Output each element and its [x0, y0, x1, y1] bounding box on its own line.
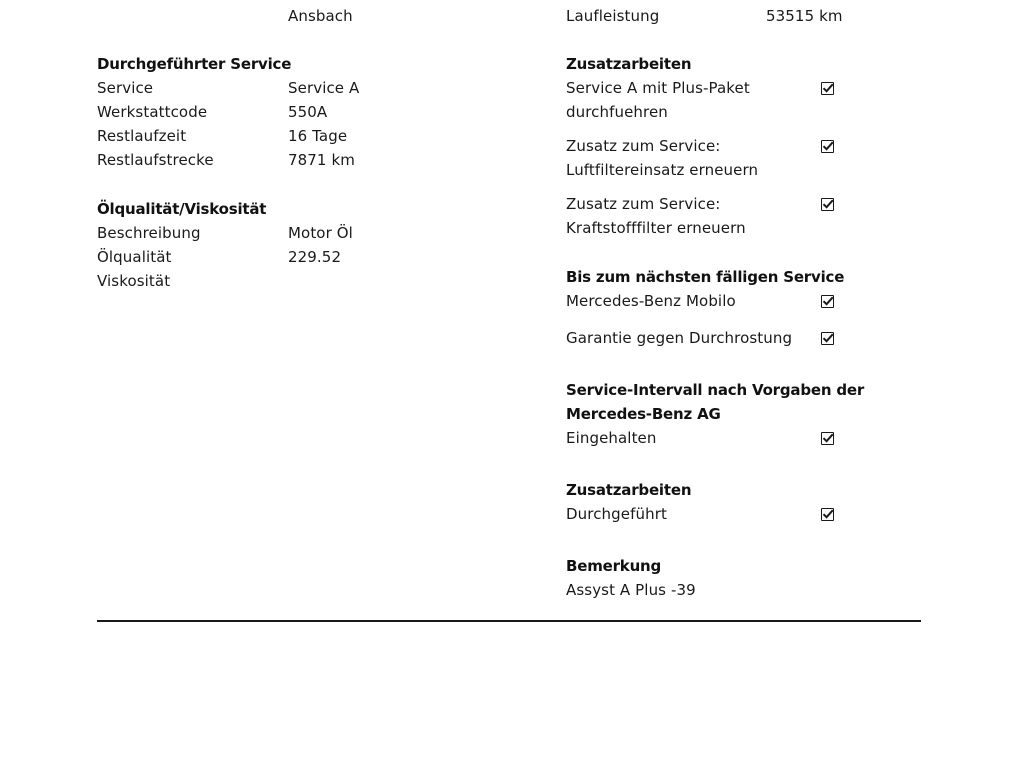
- oil-description-value: Motor Öl: [288, 224, 353, 242]
- extra-work-item-2-line1: Zusatz zum Service:: [566, 137, 721, 155]
- extra-work-item-1-line1: Service A mit Plus-Paket: [566, 79, 750, 97]
- location-value: Ansbach: [288, 7, 353, 25]
- oil-heading: Ölqualität/Viskosität: [97, 200, 267, 218]
- extra-work-item-1-line2: durchfuehren: [566, 103, 668, 121]
- checkbox-checked-icon: [821, 508, 834, 521]
- viscosity-label: Viskosität: [97, 272, 171, 290]
- oil-quality-label: Ölqualität: [97, 248, 172, 266]
- extra-work-item-3-line1: Zusatz zum Service:: [566, 195, 721, 213]
- mileage-value: 53515 km: [766, 7, 843, 25]
- interval-heading-line1: Service-Intervall nach Vorgaben der: [566, 381, 865, 399]
- remaining-time-label: Restlaufzeit: [97, 127, 187, 145]
- workshop-code-label: Werkstattcode: [97, 103, 208, 121]
- extra-work-heading: Zusatzarbeiten: [566, 55, 692, 73]
- oil-description-label: Beschreibung: [97, 224, 201, 242]
- service-label: Service: [97, 79, 154, 97]
- checkbox-checked-icon: [821, 295, 834, 308]
- remark-text: Assyst A Plus -39: [566, 581, 696, 599]
- oil-quality-value: 229.52: [288, 248, 342, 266]
- section-divider: [97, 620, 921, 622]
- interval-adhered-label: Eingehalten: [566, 429, 657, 447]
- checkbox-checked-icon: [821, 332, 834, 345]
- remark-heading: Bemerkung: [566, 557, 662, 575]
- extra-work-2-heading: Zusatzarbeiten: [566, 481, 692, 499]
- service-value: Service A: [288, 79, 360, 97]
- service-performed-heading: Durchgeführter Service: [97, 55, 292, 73]
- extra-work-item-2-line2: Luftfiltereinsatz erneuern: [566, 161, 759, 179]
- mileage-label: Laufleistung: [566, 7, 660, 25]
- extra-work-done-label: Durchgeführt: [566, 505, 667, 523]
- rust-warranty-label: Garantie gegen Durchrostung: [566, 329, 793, 347]
- checkbox-checked-icon: [821, 140, 834, 153]
- checkbox-checked-icon: [821, 432, 834, 445]
- until-next-heading: Bis zum nächsten fälligen Service: [566, 268, 845, 286]
- checkbox-checked-icon: [821, 82, 834, 95]
- extra-work-item-3-line2: Kraftstofffilter erneuern: [566, 219, 746, 237]
- remaining-time-value: 16 Tage: [288, 127, 348, 145]
- remaining-distance-value: 7871 km: [288, 151, 355, 169]
- remaining-distance-label: Restlaufstrecke: [97, 151, 214, 169]
- workshop-code-value: 550A: [288, 103, 328, 121]
- checkbox-checked-icon: [821, 198, 834, 211]
- mobilo-label: Mercedes-Benz Mobilo: [566, 292, 736, 310]
- interval-heading-line2: Mercedes-Benz AG: [566, 405, 721, 423]
